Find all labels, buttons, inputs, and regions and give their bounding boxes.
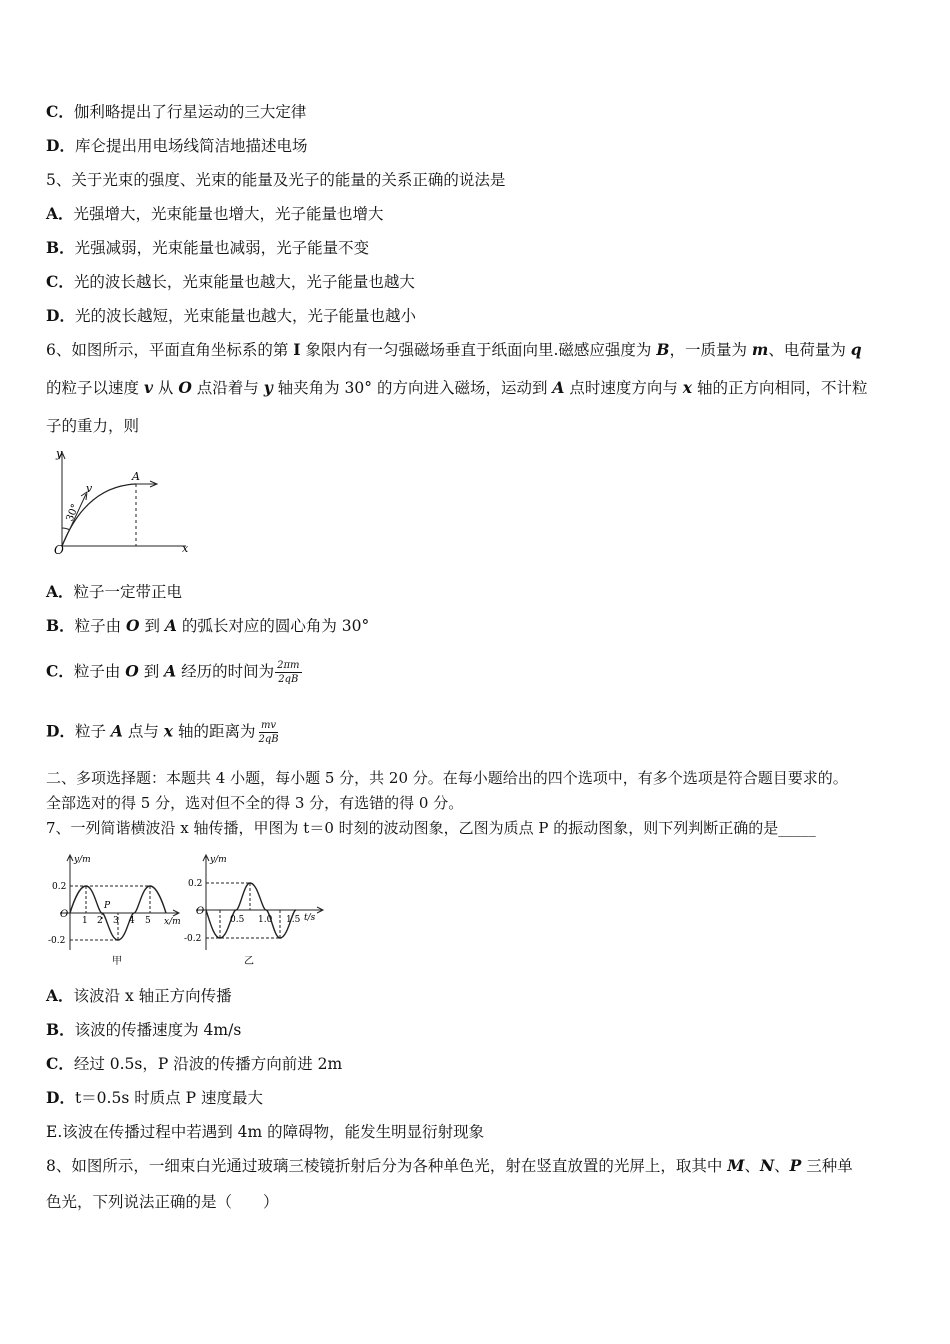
text: 点沿着与 bbox=[191, 379, 264, 397]
var-a: A bbox=[110, 721, 123, 741]
x-axis-label: x/m bbox=[164, 917, 181, 927]
angle-label: 30° bbox=[64, 502, 82, 524]
q5-option-d bbox=[46, 306, 416, 326]
text: 粒子由 bbox=[73, 662, 126, 681]
q6-figure bbox=[46, 446, 196, 556]
text: 点时速度方向与 bbox=[564, 379, 683, 397]
option-label: A． bbox=[46, 986, 74, 1005]
fraction-numerator: mv bbox=[260, 720, 277, 731]
y-label: y bbox=[56, 447, 63, 460]
q4-option-c bbox=[46, 102, 306, 122]
option-label: A． bbox=[46, 204, 74, 223]
section-2-heading-line-2: 全部选对的得 5 分，选对但不全的得 3 分，有选错的得 0 分。 bbox=[46, 794, 464, 812]
option-text: 库仑提出用电场线简洁地描述电场 bbox=[74, 137, 308, 155]
figure-caption: 甲 bbox=[112, 956, 122, 967]
option-label: C． bbox=[46, 661, 74, 681]
text: 经历的时间为 bbox=[176, 662, 275, 681]
tick-2: 2 bbox=[97, 916, 103, 926]
q6-option-a bbox=[46, 582, 182, 602]
q4-option-d bbox=[46, 136, 307, 156]
q7-figure-yi bbox=[182, 850, 332, 970]
x-label: x bbox=[182, 542, 189, 555]
q7-option-b bbox=[46, 1020, 241, 1040]
text: 粒子由 bbox=[74, 617, 127, 635]
figure-caption: 乙 bbox=[244, 956, 254, 967]
q7-option-e: E.该波在传播过程中若遇到 4m 的障碍物，能发生明显衍射现象 bbox=[46, 1123, 485, 1141]
text: 的粒子以速度 bbox=[46, 379, 144, 397]
var-m: m bbox=[751, 340, 769, 359]
option-label: B． bbox=[46, 238, 75, 257]
q6-option-b bbox=[46, 616, 369, 636]
option-label: B． bbox=[46, 616, 75, 635]
text: 象限内有一匀强磁场垂直于纸面向里.磁感应强度为 bbox=[300, 341, 657, 359]
var-n: N bbox=[759, 1156, 775, 1175]
q7-figure-jia bbox=[46, 850, 186, 970]
var-a: A bbox=[552, 378, 565, 397]
q5-stem: 5、关于光束的强度、光束的能量及光子的能量的关系正确的说法是 bbox=[46, 171, 506, 189]
y-axis-label: y/m bbox=[210, 855, 227, 865]
amp-top-label: 0.2 bbox=[52, 882, 67, 892]
q5-option-a bbox=[46, 204, 384, 224]
x-axis-label: t/s bbox=[304, 913, 316, 923]
q7-option-d bbox=[46, 1088, 263, 1108]
tick-1-5: 1.5 bbox=[286, 915, 301, 925]
fraction-denominator: 2qB bbox=[278, 674, 299, 685]
amp-bottom-label: -0.2 bbox=[184, 934, 202, 944]
option-label: D． bbox=[46, 136, 75, 155]
amp-top-label: 0.2 bbox=[188, 879, 203, 889]
y-axis-label: y/m bbox=[74, 855, 91, 865]
q8-stem-line-1 bbox=[46, 1156, 853, 1176]
text: 到 bbox=[138, 662, 165, 681]
option-text: 光强减弱，光束能量也减弱，光子能量不变 bbox=[74, 239, 370, 257]
separator: 、 bbox=[744, 1157, 760, 1175]
text: 从 bbox=[152, 379, 179, 397]
q5-option-b bbox=[46, 238, 369, 258]
option-label: A． bbox=[46, 582, 74, 601]
option-text: 粒子一定带正电 bbox=[73, 583, 183, 601]
q6-stem-line-3: 子的重力，则 bbox=[46, 417, 140, 435]
var-x: x bbox=[682, 378, 693, 397]
text: 轴夹角为 30° 的方向进入磁场，运动到 bbox=[272, 379, 553, 397]
velocity-label: v bbox=[86, 482, 93, 495]
option-text: 伽利略提出了行星运动的三大定律 bbox=[73, 103, 307, 121]
tick-0-5: 0.5 bbox=[230, 915, 245, 925]
var-x: x bbox=[163, 721, 174, 741]
var-p: P bbox=[789, 1156, 802, 1175]
text: ，一质量为 bbox=[669, 341, 752, 359]
tick-4: 4 bbox=[129, 916, 135, 926]
option-label: D． bbox=[46, 721, 75, 741]
q7-stem: 7、一列简谐横波沿 x 轴传播，甲图为 t＝0 时刻的波动图象，乙图为质点 P 的振动图象，则下列判断正确的是_____ bbox=[46, 819, 816, 837]
option-text: t＝0.5s 时质点 P 速度最大 bbox=[74, 1089, 263, 1107]
var-y: y bbox=[263, 378, 273, 397]
text: 粒子 bbox=[74, 722, 111, 741]
var-o: O bbox=[125, 661, 139, 681]
tick-3: 3 bbox=[113, 916, 119, 926]
fraction bbox=[256, 720, 280, 745]
section-2-heading-line-1: 二、多项选择题：本题共 4 小题，每小题 5 分，共 20 分。在每小题给出的四个选项中，有多个选项是符合题目要求的。 bbox=[46, 769, 848, 787]
q6-stem-line-1 bbox=[46, 340, 862, 360]
option-text: 光的波长越长，光束能量也越大，光子能量也越大 bbox=[73, 273, 415, 291]
q6-option-c bbox=[46, 660, 302, 685]
origin-label: O bbox=[196, 906, 205, 917]
point-p-label: P bbox=[104, 901, 111, 911]
fraction-numerator: 2πm bbox=[277, 660, 300, 671]
quadrant: I bbox=[293, 340, 301, 359]
text: 轴的距离为 bbox=[173, 722, 256, 741]
text: 6、如图所示，平面直角坐标系的第 bbox=[46, 341, 294, 359]
option-label: C． bbox=[46, 272, 74, 291]
text: 的弧长对应的圆心角为 30° bbox=[176, 617, 370, 635]
option-text: 光的波长越短，光束能量也越大，光子能量也越小 bbox=[74, 307, 416, 325]
tick-5: 5 bbox=[145, 916, 151, 926]
q6-option-d bbox=[46, 720, 281, 745]
q7-option-c bbox=[46, 1054, 342, 1074]
text: 轴的正方向相同，不计粒 bbox=[692, 379, 868, 397]
var-o: O bbox=[126, 616, 140, 635]
point-a-label: A bbox=[132, 470, 140, 483]
origin-label: O bbox=[60, 909, 69, 920]
text: 8、如图所示，一细束白光通过玻璃三棱镜折射后分为各种单色光，射在竖直放置的光屏上，取其中 bbox=[46, 1157, 728, 1175]
option-text: 光强增大，光束能量也增大，光子能量也增大 bbox=[73, 205, 384, 223]
text: 三种单 bbox=[801, 1157, 853, 1175]
origin-label: O bbox=[54, 543, 64, 556]
separator: 、 bbox=[774, 1157, 790, 1175]
option-label: B． bbox=[46, 1020, 75, 1039]
option-label: C． bbox=[46, 1054, 74, 1073]
option-text: 该波的传播速度为 4m/s bbox=[74, 1021, 242, 1039]
option-label: D． bbox=[46, 306, 75, 325]
text: 点与 bbox=[122, 722, 164, 741]
var-q: q bbox=[850, 340, 862, 359]
var-b: B bbox=[656, 340, 670, 359]
amp-bottom-label: -0.2 bbox=[48, 936, 66, 946]
fraction bbox=[275, 660, 301, 685]
fraction-denominator: 2qB bbox=[258, 734, 279, 745]
var-v: v bbox=[143, 378, 153, 397]
tick-1-0: 1.0 bbox=[258, 915, 273, 925]
text: 、电荷量为 bbox=[768, 341, 851, 359]
tick-1: 1 bbox=[82, 916, 88, 926]
option-label: C． bbox=[46, 102, 74, 121]
var-a: A bbox=[164, 616, 177, 635]
option-text: 经过 0.5s，P 沿波的传播方向前进 2m bbox=[73, 1055, 343, 1073]
q5-option-c bbox=[46, 272, 415, 292]
angle-arc bbox=[62, 528, 70, 530]
q8-stem-line-2: 色光，下列说法正确的是（ ） bbox=[46, 1193, 279, 1211]
q7-option-a bbox=[46, 986, 232, 1006]
var-o: O bbox=[178, 378, 192, 397]
option-label: D． bbox=[46, 1088, 75, 1107]
option-text: 该波沿 x 轴正方向传播 bbox=[73, 987, 232, 1005]
var-m: M bbox=[727, 1156, 745, 1175]
text: 到 bbox=[139, 617, 165, 635]
q6-stem-line-2 bbox=[46, 378, 867, 398]
var-a: A bbox=[164, 661, 177, 681]
